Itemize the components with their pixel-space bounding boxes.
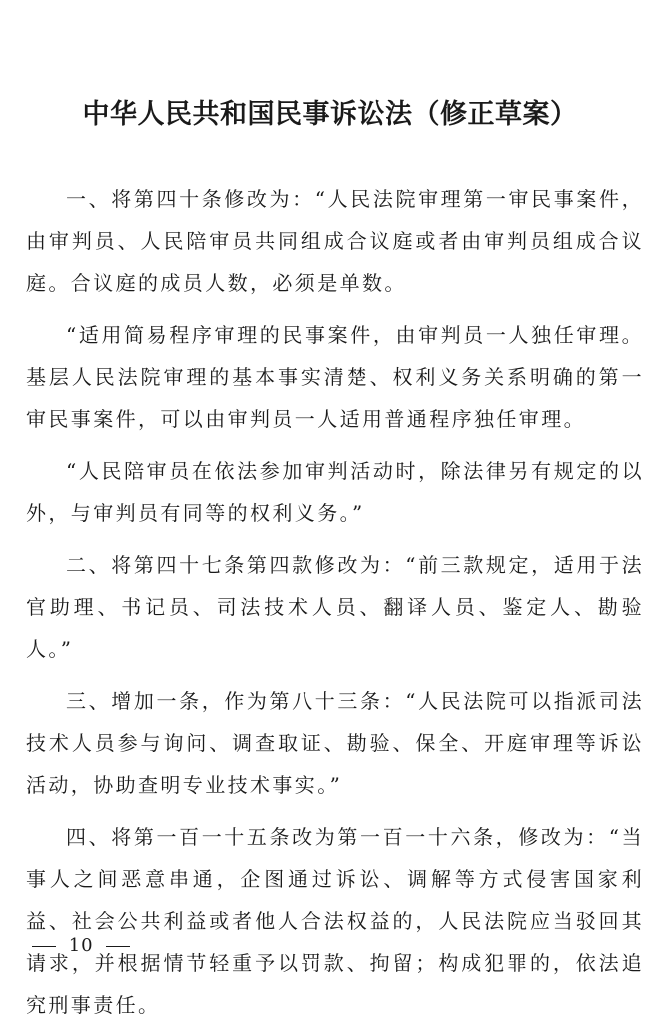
footer-dash-right xyxy=(106,946,130,947)
footer-dash-left xyxy=(32,946,56,947)
paragraph-5: 三、增加一条，作为第八十三条：“人民法院可以指派司法技术人员参与询问、调查取证、勘验、保全、开庭审理等诉讼活动，协助查明专业技术事实。” xyxy=(26,689,644,797)
document-title: 中华人民共和国民事诉讼法（修正草案） xyxy=(82,99,578,130)
paragraph-2: “适用简易程序审理的民事案件，由审判员一人独任审理。基层人民法院审理的基本事实清楚、权利义务关系明确的第一审民事案件，可以由审判员一人适用普通程序独任审理。 xyxy=(26,323,644,431)
page-number: 10 xyxy=(68,935,94,956)
paragraph-6: 四、将第一百一十五条改为第一百一十六条，修改为：“当事人之间恶意串通，企图通过诉讼、调解等方式侵害国家利益、社会公共利益或者他人合法权益的，人民法院应当驳回其请求，并根据情节轻重予以罚款、拘留；构成犯罪的，依法追究刑事责任。 xyxy=(26,825,644,1017)
paragraph-3: “人民陪审员在依法参加审判活动时，除法律另有规定的以外，与审判员有同等的权利义务。” xyxy=(26,459,644,525)
page-footer xyxy=(26,935,136,956)
document-body xyxy=(26,178,644,1036)
paragraph-1: 一、将第四十条修改为：“人民法院审理第一审民事案件，由审判员、人民陪审员共同组成合议庭或者由审判员组成合议庭。合议庭的成员人数，必须是单数。 xyxy=(26,187,644,295)
paragraph-4: 二、将第四十七条第四款修改为：“前三款规定，适用于法官助理、书记员、司法技术人员、翻译人员、鉴定人、勘验人。” xyxy=(26,553,644,661)
